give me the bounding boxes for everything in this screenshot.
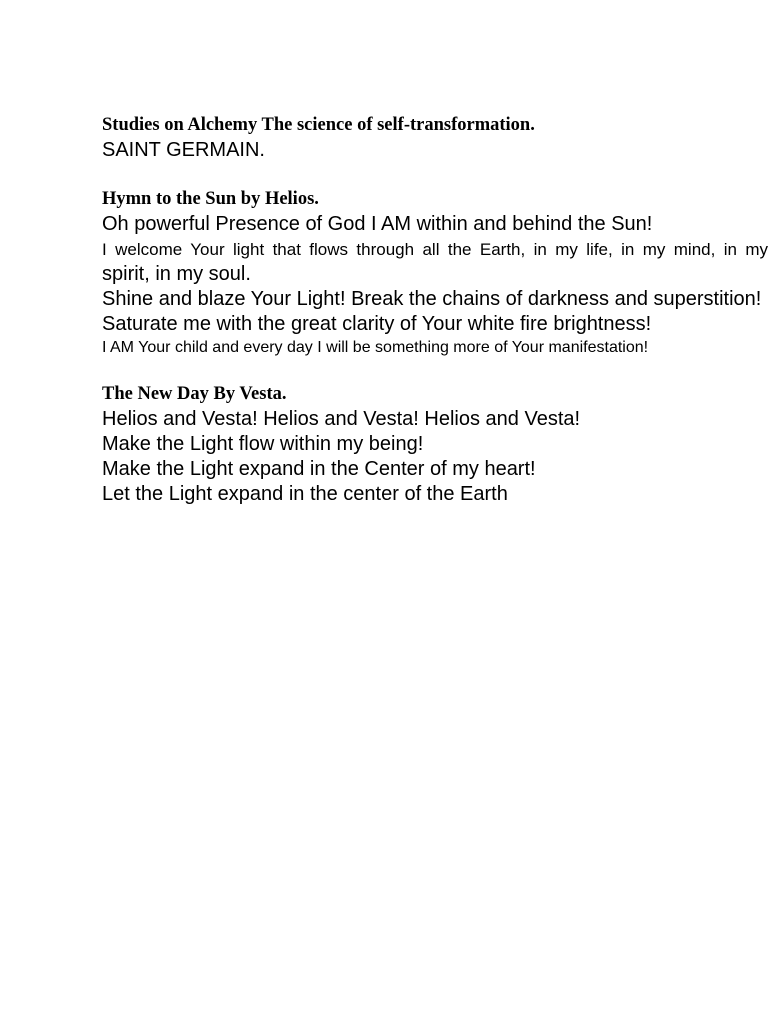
hymn-line-2-first: I welcome Your light that flows through all the Earth, in my life, in my mind, in my <box>102 240 768 259</box>
spacer <box>102 163 768 187</box>
hymn-line-1: Oh powerful Presence of God I AM within and behind the Sun! <box>102 213 653 235</box>
document-title: Studies on Alchemy The science of self-transformation. <box>102 115 535 135</box>
document-body <box>102 113 768 507</box>
hymn-line-2-continued: spirit, in my soul. <box>102 263 251 285</box>
newday-line-1: Helios and Vesta! Helios and Vesta! Helios and Vesta! <box>102 408 581 430</box>
newday-line-4: Let the Light expand in the center of the Earth <box>102 483 508 505</box>
spacer <box>102 359 768 382</box>
author-name: SAINT GERMAIN. <box>102 139 265 161</box>
newday-line-3: Make the Light expand in the Center of my heart! <box>102 458 536 480</box>
newday-title: The New Day By Vesta. <box>102 384 287 404</box>
hymn-line-3: Shine and blaze Your Light! Break the chains of darkness and superstition! <box>102 288 762 310</box>
hymn-line-5: I AM Your child and every day I will be something more of Your manifestation! <box>102 339 649 356</box>
newday-line-2: Make the Light flow within my being! <box>102 433 424 455</box>
hymn-title: Hymn to the Sun by Helios. <box>102 189 319 209</box>
hymn-line-4: Saturate me with the great clarity of Your white fire brightness! <box>102 313 652 335</box>
